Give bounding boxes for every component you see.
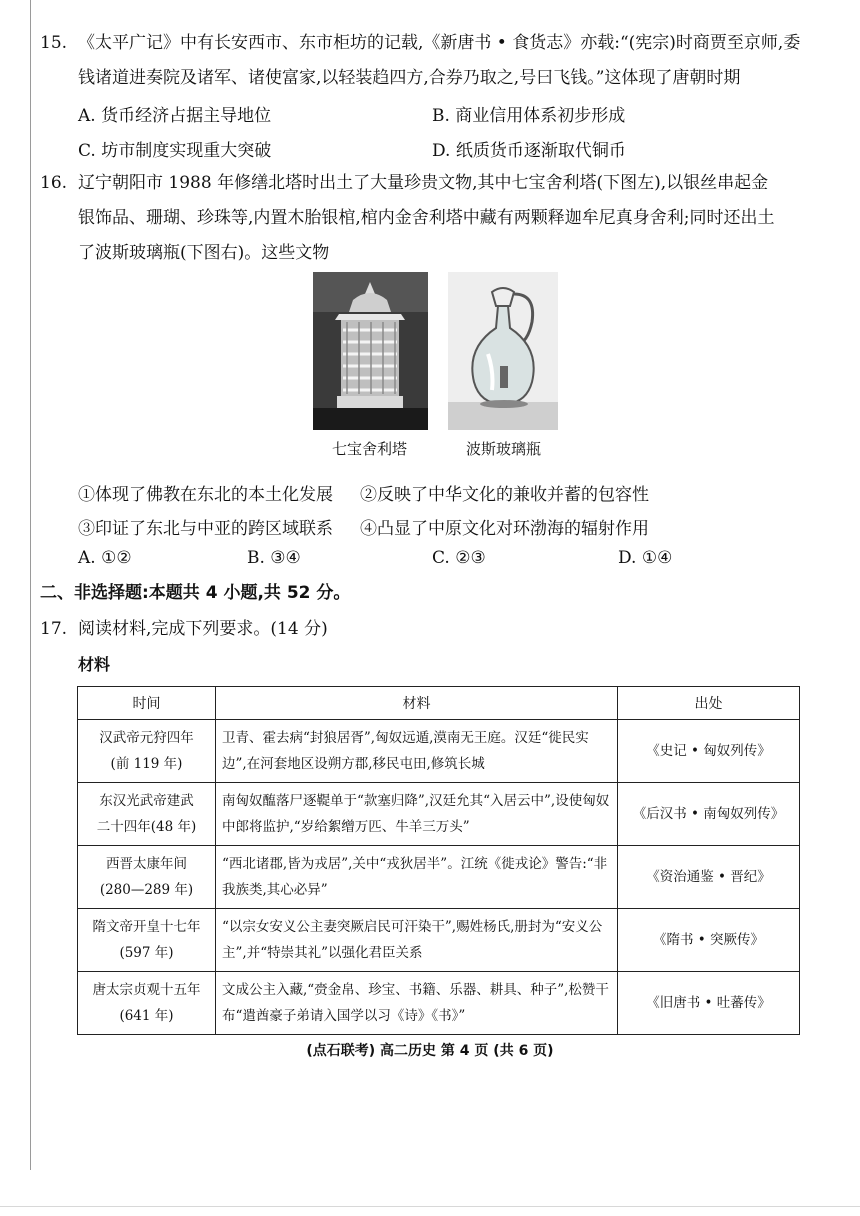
question-15-option-a: A. 货币经济占据主导地位	[78, 106, 272, 126]
question-17-number: 17.	[40, 619, 68, 639]
question-15-option-c: C. 坊市制度实现重大突破	[78, 141, 272, 161]
table-row	[78, 846, 800, 909]
question-15-option-d: D. 纸质货币逐渐取代铜币	[432, 141, 626, 161]
question-16-option-a: A. ①②	[78, 548, 132, 568]
row-time	[78, 909, 216, 972]
question-16-option-c: C. ②③	[432, 548, 486, 568]
statement-1: ①体现了佛教在东北的本土化发展	[78, 485, 333, 505]
bottom-edge-line	[0, 1206, 860, 1207]
pagoda-illustration	[313, 272, 428, 430]
row-material-text: “西北诸郡,皆为戎居”,关中“戎狄居半”。江统《徙戎论》警告:“非我族类,其心必异”	[216, 846, 618, 909]
row-time-line-2: (597 年)	[119, 945, 174, 961]
header-source: 出处	[618, 687, 800, 720]
statement-3: ③印证了东北与中亚的跨区域联系	[78, 519, 333, 539]
question-17-line-1	[40, 612, 820, 647]
question-16-option-b: B. ③④	[247, 548, 301, 568]
row-source: 《隋书 • 突厥传》	[618, 909, 800, 972]
row-time-line-1: 东汉光武帝建武	[99, 793, 194, 809]
row-time	[78, 846, 216, 909]
header-time: 时间	[78, 687, 216, 720]
row-source: 《旧唐书 • 吐蕃传》	[618, 972, 800, 1035]
material-table	[77, 686, 800, 1035]
row-source: 《资治通鉴 • 晋纪》	[618, 846, 800, 909]
question-16	[40, 166, 820, 271]
row-material-text: 文成公主入藏,“赍金帛、珍宝、书籍、乐器、耕具、种子”,松赞干布“遣酋豪子弟请入国学以习《诗》《书》”	[216, 972, 618, 1035]
header-material: 材料	[216, 687, 618, 720]
row-time-line-1: 唐太宗贞观十五年	[92, 982, 201, 998]
question-16-line-1	[40, 166, 820, 201]
question-16-line-2: 银饰品、珊瑚、珍珠等,内置木胎银棺,棺内金舍利塔中藏有两颗释迦牟尼真身舍利;同时还出土	[78, 208, 775, 228]
caption-glass-bottle: 波斯玻璃瓶	[466, 440, 542, 458]
statement-4: ④凸显了中原文化对环渤海的辐射作用	[360, 519, 649, 539]
material-label: 材料	[78, 655, 111, 674]
page-footer: (点石联考) 高二历史 第 4 页 (共 6 页)	[306, 1043, 554, 1059]
row-time-line-2: (前 119 年)	[110, 756, 183, 772]
question-15-line-1	[40, 26, 820, 61]
row-source: 《后汉书 • 南匈奴列传》	[618, 783, 800, 846]
question-15-text-1: 《太平广记》中有长安西市、东市柜坊的记载,《新唐书 • 食货志》亦载:“(宪宗)时商贾至京师,委	[78, 33, 801, 53]
caption-pagoda: 七宝舍利塔	[332, 440, 408, 458]
row-material-text: 卫青、霍去病“封狼居胥”,匈奴远遁,漠南无王庭。汉廷“徙民实边”,在河套地区设朔方郡,移民屯田,修筑长城	[216, 720, 618, 783]
row-time-line-2: 二十四年(48 年)	[96, 819, 197, 835]
row-material-text: “以宗女安义公主妻突厥启民可汗染干”,赐姓杨氏,册封为“安义公主”,并“特崇其礼”以强化君臣关系	[216, 909, 618, 972]
row-time	[78, 720, 216, 783]
question-16-number: 16.	[40, 173, 68, 193]
row-time	[78, 972, 216, 1035]
question-15-line-2: 钱诸道进奏院及诸军、诸使富家,以轻装趋四方,合券乃取之,号曰飞钱。”这体现了唐朝时期	[78, 68, 741, 88]
row-time-line-1: 汉武帝元狩四年	[99, 730, 194, 746]
row-source: 《史记 • 匈奴列传》	[618, 720, 800, 783]
seven-treasure-pagoda-photo	[313, 272, 428, 430]
question-15-option-b: B. 商业信用体系初步形成	[432, 106, 626, 126]
statement-2: ②反映了中华文化的兼收并蓄的包容性	[360, 485, 649, 505]
question-17-prompt: 阅读材料,完成下列要求。(14 分)	[78, 619, 328, 639]
section-2-title: 二、非选择题:本题共 4 小题,共 52 分。	[40, 583, 351, 603]
persian-glass-bottle-photo	[448, 272, 558, 430]
row-material-text: 南匈奴醢落尸逐鞮单于“款塞归降”,汉廷允其“入居云中”,设使匈奴中郎将监护,“岁给絮缯万匹、牛羊三万头”	[216, 783, 618, 846]
question-17	[40, 612, 820, 647]
table-row	[78, 909, 800, 972]
row-time-line-1: 隋文帝开皇十七年	[92, 919, 201, 935]
question-15-number: 15.	[40, 33, 68, 53]
table-row	[78, 972, 800, 1035]
table-row	[78, 783, 800, 846]
table-header-row	[78, 687, 800, 720]
question-16-option-d: D. ①④	[618, 548, 673, 568]
question-16-line-3: 了波斯玻璃瓶(下图右)。这些文物	[78, 243, 330, 263]
question-15	[40, 26, 820, 96]
binding-margin-line	[30, 0, 31, 1170]
row-time-line-2: (641 年)	[119, 1008, 174, 1024]
row-time-line-2: (280—289 年)	[99, 882, 194, 898]
table-row	[78, 720, 800, 783]
row-time	[78, 783, 216, 846]
row-time-line-1: 西晋太康年间	[106, 856, 187, 872]
question-16-text-1: 辽宁朝阳市 1988 年修缮北塔时出土了大量珍贵文物,其中七宝舍利塔(下图左),以银丝串起金	[78, 173, 769, 193]
glass-bottle-illustration	[448, 272, 558, 430]
